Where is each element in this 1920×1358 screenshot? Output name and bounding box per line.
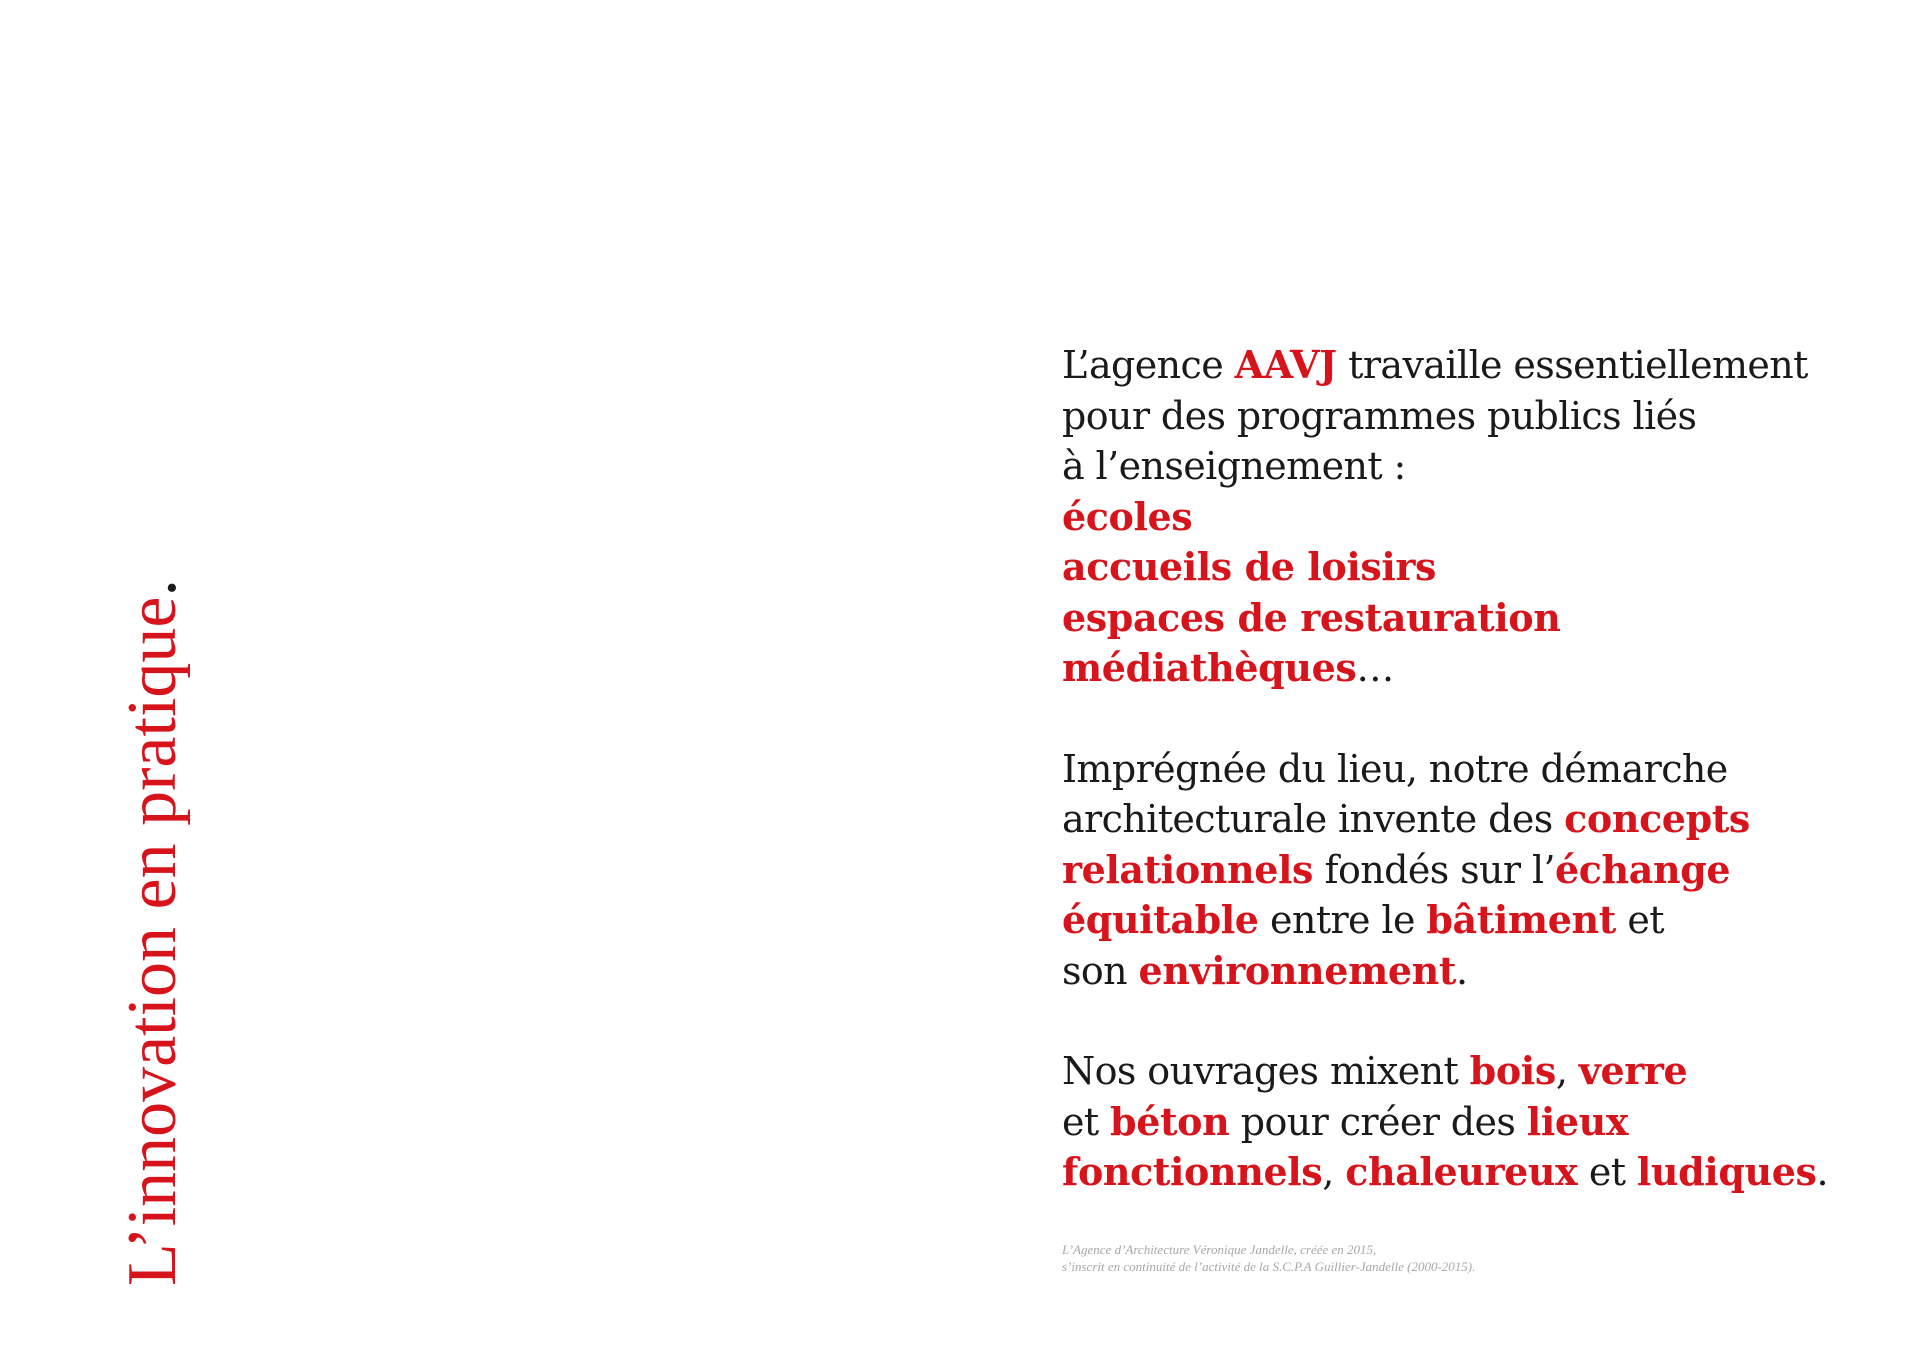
approach-text: et	[1615, 898, 1664, 942]
highlight-word: ludiques	[1636, 1149, 1817, 1194]
approach-text: .	[1456, 948, 1468, 993]
approach-text: architecturale invente des	[1062, 797, 1565, 841]
program-item: accueils de loisirs	[1062, 544, 1437, 589]
highlight-word: relationnels	[1062, 846, 1314, 892]
materials-line-1	[1062, 1046, 1882, 1097]
ellipsis: …	[1356, 646, 1394, 690]
approach-line-2	[1062, 794, 1882, 845]
approach-line-1: Imprégnée du lieu, notre démarche	[1062, 746, 1728, 791]
approach-text: son	[1062, 948, 1139, 993]
approach-line-3	[1062, 845, 1882, 896]
agency-name: AAVJ	[1234, 342, 1337, 387]
materials-text: .	[1816, 1150, 1828, 1194]
title-dot: .	[114, 579, 191, 597]
highlight-word: environnement	[1138, 947, 1457, 993]
highlight-word: chaleureux	[1345, 1149, 1578, 1194]
materials-text: et	[1577, 1150, 1637, 1194]
footnote	[1062, 1241, 1475, 1275]
approach-paragraph	[1062, 744, 1882, 997]
highlight-word: verre	[1578, 1048, 1688, 1093]
highlight-word: échange	[1555, 846, 1731, 892]
approach-text: fondés sur l’	[1313, 847, 1556, 892]
intro-paragraph	[1062, 340, 1882, 694]
title-text: L’innovation en pratique	[114, 596, 191, 1286]
intro-text: L’agence	[1062, 343, 1235, 387]
highlight-word: fonctionnels	[1062, 1149, 1323, 1194]
intro-line-2: pour des programmes publics liés	[1062, 393, 1697, 438]
highlight-word: bois	[1469, 1048, 1556, 1093]
main-text	[1062, 340, 1882, 1198]
program-item: médiathèques	[1062, 645, 1357, 690]
program-item-last	[1062, 643, 1882, 694]
materials-text: pour créer des	[1229, 1099, 1527, 1144]
materials-text: et	[1062, 1099, 1111, 1144]
highlight-word: lieux	[1526, 1098, 1629, 1144]
intro-text: travaille essentiellement	[1336, 343, 1808, 387]
materials-text: ,	[1322, 1150, 1346, 1194]
approach-line-4	[1062, 895, 1882, 946]
highlight-word: bâtiment	[1426, 897, 1616, 942]
materials-line-2	[1062, 1097, 1882, 1148]
program-item: écoles	[1062, 493, 1193, 539]
highlight-word: béton	[1110, 1098, 1230, 1144]
materials-paragraph	[1062, 1046, 1882, 1198]
intro-line-1	[1062, 340, 1882, 391]
highlight-word: concepts	[1564, 796, 1750, 841]
page-title	[114, 579, 191, 1286]
highlight-word: équitable	[1062, 897, 1259, 942]
materials-text: Nos ouvrages mixent	[1062, 1049, 1470, 1093]
approach-line-5	[1062, 946, 1882, 997]
footnote-line-2: s’inscrit en continuité de l’activité de la S.C.P.A Guillier-Jandelle (2000-2015).	[1062, 1259, 1476, 1274]
approach-text: entre le	[1258, 898, 1427, 942]
program-item: espaces de restauration	[1062, 594, 1561, 640]
materials-line-3	[1062, 1147, 1882, 1198]
materials-text: ,	[1555, 1049, 1579, 1093]
footnote-line-1: L’Agence d’Architecture Véronique Jandelle, créée en 2015,	[1062, 1242, 1377, 1257]
intro-line-3: à l’enseignement :	[1062, 444, 1406, 488]
